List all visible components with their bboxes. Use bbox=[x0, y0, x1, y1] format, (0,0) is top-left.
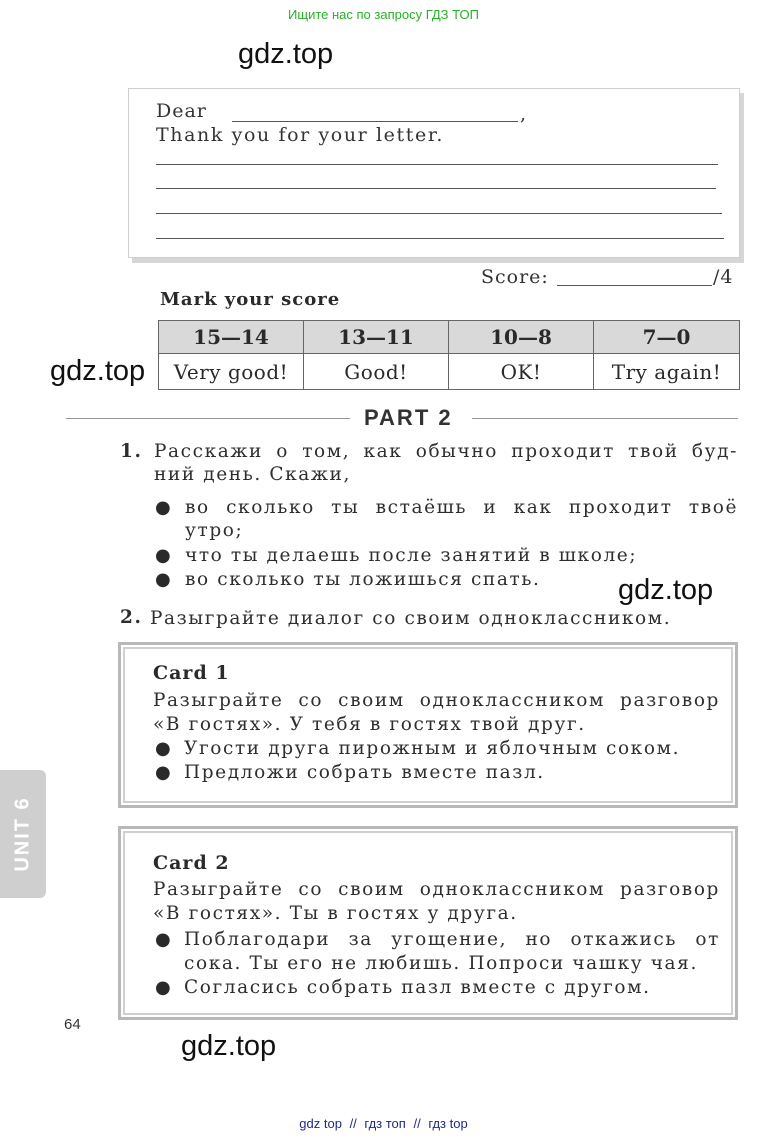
card1-bullet1: Угости друга пирожным и яблочным соком. bbox=[184, 738, 681, 759]
letter-line-2 bbox=[156, 188, 716, 189]
letter-comma: , bbox=[520, 103, 528, 125]
bullet-icon: ● bbox=[155, 977, 171, 998]
card2-title: Card 2 bbox=[153, 852, 230, 874]
task1-bullet1-line1: во сколько ты встаёшь и как проходит твоё bbox=[185, 497, 738, 518]
bullet-icon: ● bbox=[155, 738, 171, 759]
letter-line-4 bbox=[156, 238, 724, 239]
part-divider-left bbox=[66, 418, 350, 419]
score-range-cell: 10—8 bbox=[449, 321, 594, 354]
task2-number: 2. bbox=[120, 607, 143, 628]
score-label: Score: bbox=[481, 266, 549, 288]
task1-line2: ний день. Скажи, bbox=[154, 464, 351, 485]
score-rating-cell: Very good! bbox=[159, 354, 304, 389]
card1-line2: «В гостях». У тебя в гостях твой друг. bbox=[153, 714, 586, 735]
card2-bullet2: Согласись собрать пазл вместе с другом. bbox=[184, 977, 651, 998]
mark-score-title: Mark your score bbox=[160, 289, 341, 310]
top-search-link[interactable]: Ищите нас по запросу ГДЗ ТОП bbox=[288, 7, 479, 22]
dear-name-line bbox=[232, 121, 518, 122]
footer-separator: // bbox=[413, 1116, 421, 1131]
unit-tab bbox=[0, 770, 46, 898]
watermark-3: gdz.top bbox=[50, 355, 146, 387]
score-line bbox=[557, 285, 712, 286]
letter-thanks: Thank you for your letter. bbox=[156, 124, 445, 146]
card2-bullet1-line2: сока. Ты его не любишь. Попроси чашку чая. bbox=[184, 953, 698, 974]
watermark-4: gdz.top bbox=[618, 574, 714, 606]
task1-line1: Расскажи о том, как обычно проходит твой буд- bbox=[154, 441, 738, 462]
footer-links bbox=[0, 1116, 767, 1131]
score-out-of: /4 bbox=[713, 266, 734, 288]
footer-link-1[interactable]: gdz top bbox=[299, 1116, 342, 1131]
bullet-icon: ● bbox=[155, 762, 171, 783]
footer-separator: // bbox=[349, 1116, 357, 1131]
task1-bullet3: во сколько ты ложишься спать. bbox=[185, 569, 541, 590]
watermark-6: gdz.top bbox=[181, 1030, 277, 1062]
letter-line-3 bbox=[156, 213, 722, 214]
footer-link-2[interactable]: гдз топ bbox=[364, 1116, 406, 1131]
card1-bullet2: Предложи собрать вместе пазл. bbox=[184, 762, 545, 783]
bullet-icon: ● bbox=[155, 569, 171, 590]
part-title: PART 2 bbox=[364, 405, 453, 430]
task1-bullet2: что ты делаешь после занятий в школе; bbox=[185, 545, 638, 566]
bullet-icon: ● bbox=[155, 929, 171, 950]
bullet-icon: ● bbox=[155, 545, 171, 566]
score-range-cell: 13—11 bbox=[304, 321, 449, 354]
score-rating-cell: Try again! bbox=[611, 360, 722, 384]
unit-tab-label: UNIT 6 bbox=[11, 796, 34, 872]
card2-line1: Разыграйте со своим одноклассником разговор bbox=[153, 879, 720, 900]
watermark-1: gdz.top bbox=[238, 38, 334, 70]
score-range-cell: 15—14 bbox=[159, 321, 304, 354]
card2-line2: «В гостях». Ты в гостях у друга. bbox=[153, 903, 518, 924]
letter-box bbox=[128, 88, 740, 258]
score-table bbox=[158, 320, 740, 390]
score-rating-cell: Good! bbox=[304, 354, 449, 389]
card1-title: Card 1 bbox=[153, 662, 230, 684]
score-range-cell: 7—0 bbox=[594, 321, 739, 354]
page-number: 64 bbox=[64, 1016, 81, 1033]
card1-line1: Разыграйте со своим одноклассником разговор bbox=[153, 690, 720, 711]
bullet-icon: ● bbox=[155, 497, 171, 518]
score-rating-cell: OK! bbox=[449, 354, 594, 389]
part-divider-right bbox=[472, 418, 738, 419]
task2-text: Разыграйте диалог со своим одноклассником. bbox=[150, 608, 672, 629]
task1-bullet1-line2: утро; bbox=[185, 520, 244, 541]
card2-bullet1-line1: Поблагодари за угощение, но откажись от bbox=[184, 929, 720, 950]
letter-dear: Dear bbox=[156, 100, 207, 122]
task1-number: 1. bbox=[120, 441, 143, 462]
letter-line-1 bbox=[156, 164, 718, 165]
footer-link-3[interactable]: гдз top bbox=[428, 1116, 468, 1131]
